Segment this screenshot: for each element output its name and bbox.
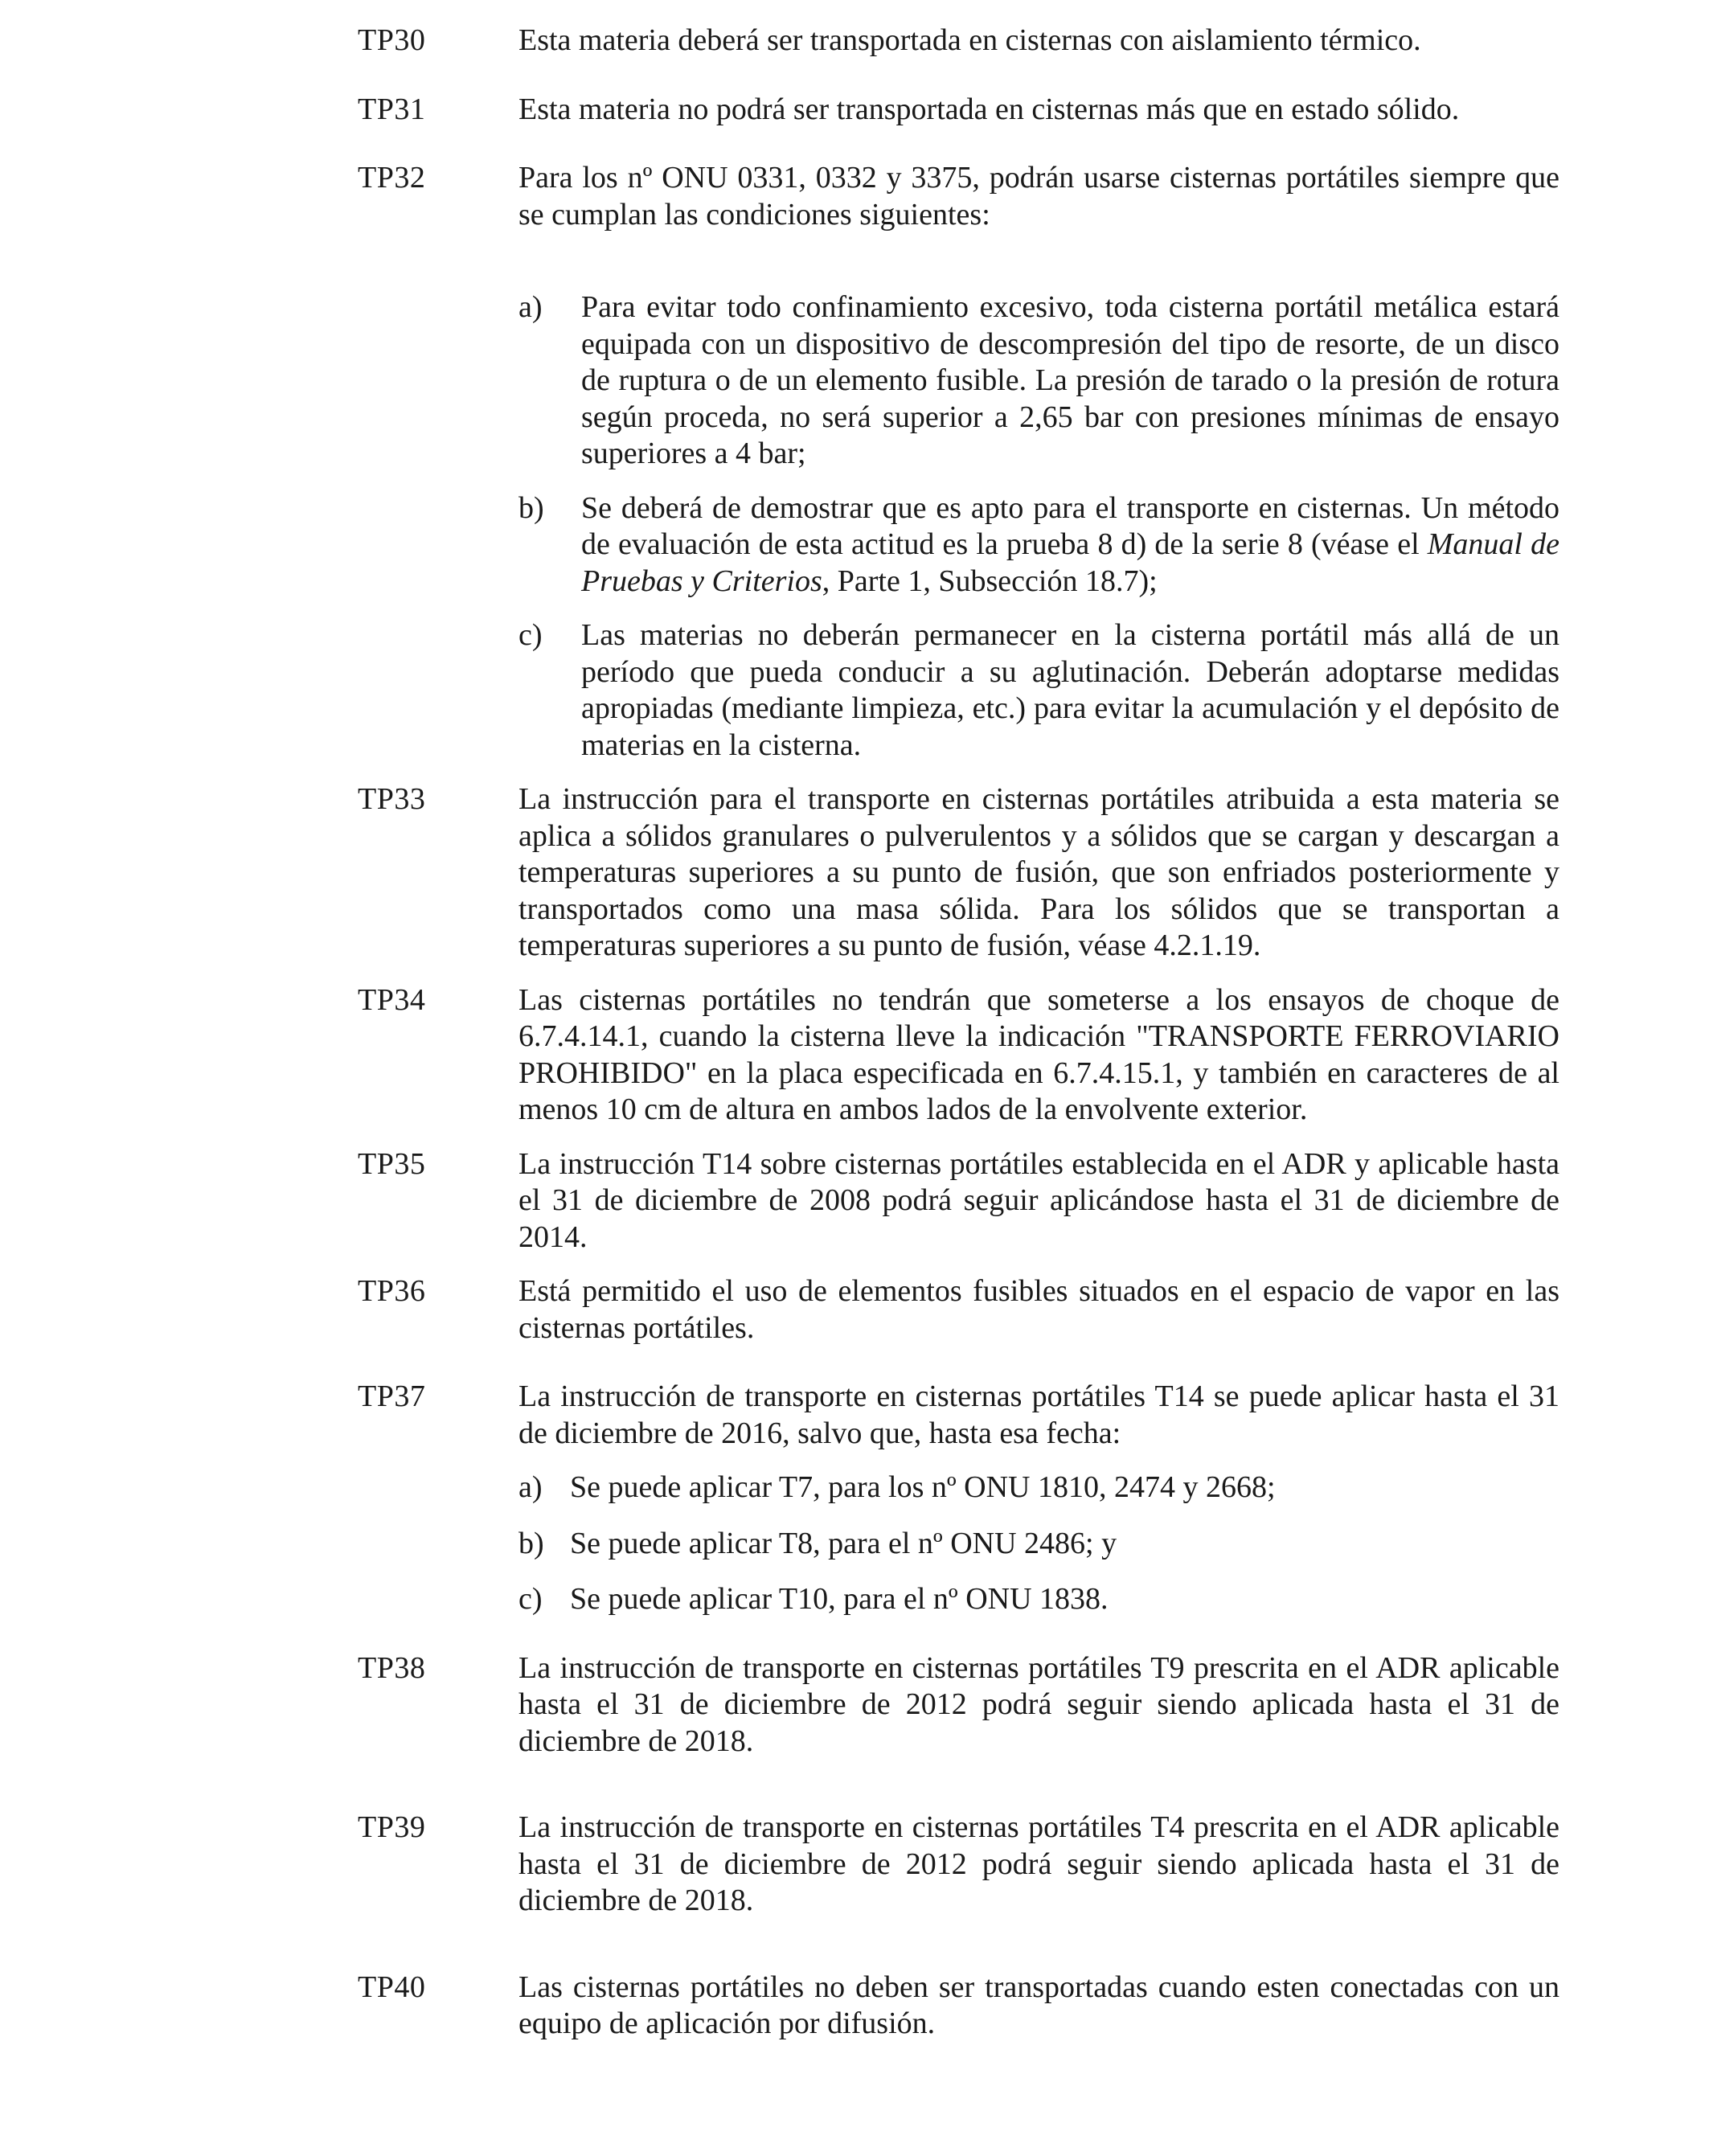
list-item-text: Para evitar todo confinamiento excesivo, toda cisterna portátil metálica estará equipada con un dispositivo de descompresión del tipo de resorte, de un disco de ruptura o de un elemento fusible. La presión de tarado o la presión de rotura según proceda, no será superior a 2,65 bar con presiones mínimas de ensayo superiores a 4 bar; (581, 290, 1559, 470)
provision-text: La instrucción de transporte en cisternas portátiles T4 prescrita en el ADR aplicable hasta el 31 de diciembre de 2012 podrá seguir siendo aplicada hasta el 31 de diciembre de 2018. (518, 1810, 1559, 1917)
list-marker: a) (518, 1470, 543, 1504)
provision-tp36 (0, 1273, 1560, 1346)
list-item-text: Las materias no deberán permanecer en la cisterna portátil más allá de un período que pueda conducir a su aglutinación. Deberán adoptarse medidas apropiadas (mediante limpieza, etc.) para evitar la acumulación y el depósito de materias en la cisterna. (581, 618, 1559, 762)
provision-text: Esta materia no podrá ser transportada en cisternas más que en estado sólido. (518, 92, 1460, 126)
list-item-text (581, 490, 1559, 600)
list-item (518, 289, 1559, 473)
provision-code: TP33 (358, 782, 426, 816)
provision-tp40 (0, 1970, 1560, 2043)
list-item (518, 1526, 1559, 1563)
provision-code: TP35 (358, 1146, 426, 1181)
list-item (518, 1581, 1559, 1618)
list-marker: b) (518, 490, 544, 525)
list-item (518, 1469, 1559, 1506)
condition-list (518, 289, 1559, 764)
provision-code: TP37 (358, 1379, 426, 1413)
list-item-text: Se puede aplicar T8, para el nº ONU 2486; y (570, 1526, 1117, 1560)
provision-text: La instrucción de transporte en cisternas portátiles T14 se puede aplicar hasta el 31 de diciembre de 2016, salvo que, hasta esa fecha: (518, 1379, 1559, 1450)
list-marker: b) (518, 1526, 544, 1560)
list-item-text: Se puede aplicar T10, para el nº ONU 1838. (570, 1582, 1109, 1616)
provision-code: TP32 (358, 161, 426, 195)
list-marker: c) (518, 618, 543, 652)
provision-text: Para los nº ONU 0331, 0332 y 3375, podrán usarse cisternas portátiles siempre que se cumplan las condiciones siguientes: (518, 161, 1559, 232)
provision-tp32 (0, 160, 1560, 764)
provision-tp30 (0, 23, 1560, 59)
list-item-text: Se puede aplicar T7, para los nº ONU 1810, 2474 y 2668; (570, 1470, 1276, 1504)
provision-text: Está permitido el uso de elementos fusibles situados en el espacio de vapor en las cisternas portátiles. (518, 1274, 1559, 1345)
provision-tp33 (0, 781, 1560, 965)
text-after: , Parte 1, Subsección 18.7); (822, 564, 1158, 598)
provision-tp31 (0, 92, 1560, 129)
provision-tp37 (0, 1379, 1560, 1618)
list-item (518, 490, 1559, 600)
provision-code: TP30 (358, 23, 426, 57)
provision-text: La instrucción de transporte en cisternas portátiles T9 prescrita en el ADR aplicable hasta el 31 de diciembre de 2012 podrá seguir siendo aplicada hasta el 31 de diciembre de 2018. (518, 1650, 1559, 1758)
text-before: Se deberá de demostrar que es apto para el transporte en cisternas. Un método de evaluación de esta actitud es la prueba 8 d) de la serie 8 (véase el (581, 490, 1559, 561)
provision-code: TP38 (358, 1650, 426, 1685)
exception-list (518, 1469, 1559, 1618)
provision-code: TP31 (358, 92, 426, 126)
provision-code: TP34 (358, 982, 426, 1017)
provision-tp34 (0, 982, 1560, 1129)
provision-code: TP39 (358, 1810, 426, 1844)
provision-tp39 (0, 1810, 1560, 1920)
list-item (518, 617, 1559, 764)
provision-code: TP40 (358, 1970, 426, 2004)
provision-code: TP36 (358, 1274, 426, 1308)
provision-text: La instrucción T14 sobre cisternas portátiles establecida en el ADR y aplicable hasta el 31 de diciembre de 2008 podrá seguir aplicándose hasta el 31 de diciembre de 2014. (518, 1146, 1559, 1254)
provision-text: Las cisternas portátiles no deben ser transportadas cuando esten conectadas con un equipo de aplicación por difusión. (518, 1970, 1559, 2040)
provision-tp38 (0, 1650, 1560, 1760)
provision-text: Esta materia deberá ser transportada en cisternas con aislamiento térmico. (518, 23, 1421, 57)
manual-title: Manual de Pruebas y Criterios (581, 527, 1560, 598)
provision-text: Las cisternas portátiles no tendrán que someterse a los ensayos de choque de 6.7.4.14.1, cuando la cisterna lleve la indicación "TRANSPORTE FERROVIARIO PROHIBIDO" en la placa especificada en 6.7.4.15.1, y también en caracteres de al menos 10 cm de altura en ambos lados de la envolvente exterior. (518, 982, 1559, 1126)
list-marker: a) (518, 290, 543, 324)
provision-text: La instrucción para el transporte en cisternas portátiles atribuida a esta materia se aplica a sólidos granulares o pulverulentos y a sólidos que se cargan y descargan a temperaturas superiores a su punto de fusión, que son enfriados posteriormente y transportados como una masa sólida. Para los sólidos que se transportan a temperaturas superiores a su punto de fusión, véase 4.2.1.19. (518, 782, 1559, 962)
provision-tp35 (0, 1146, 1560, 1256)
list-marker: c) (518, 1582, 543, 1616)
